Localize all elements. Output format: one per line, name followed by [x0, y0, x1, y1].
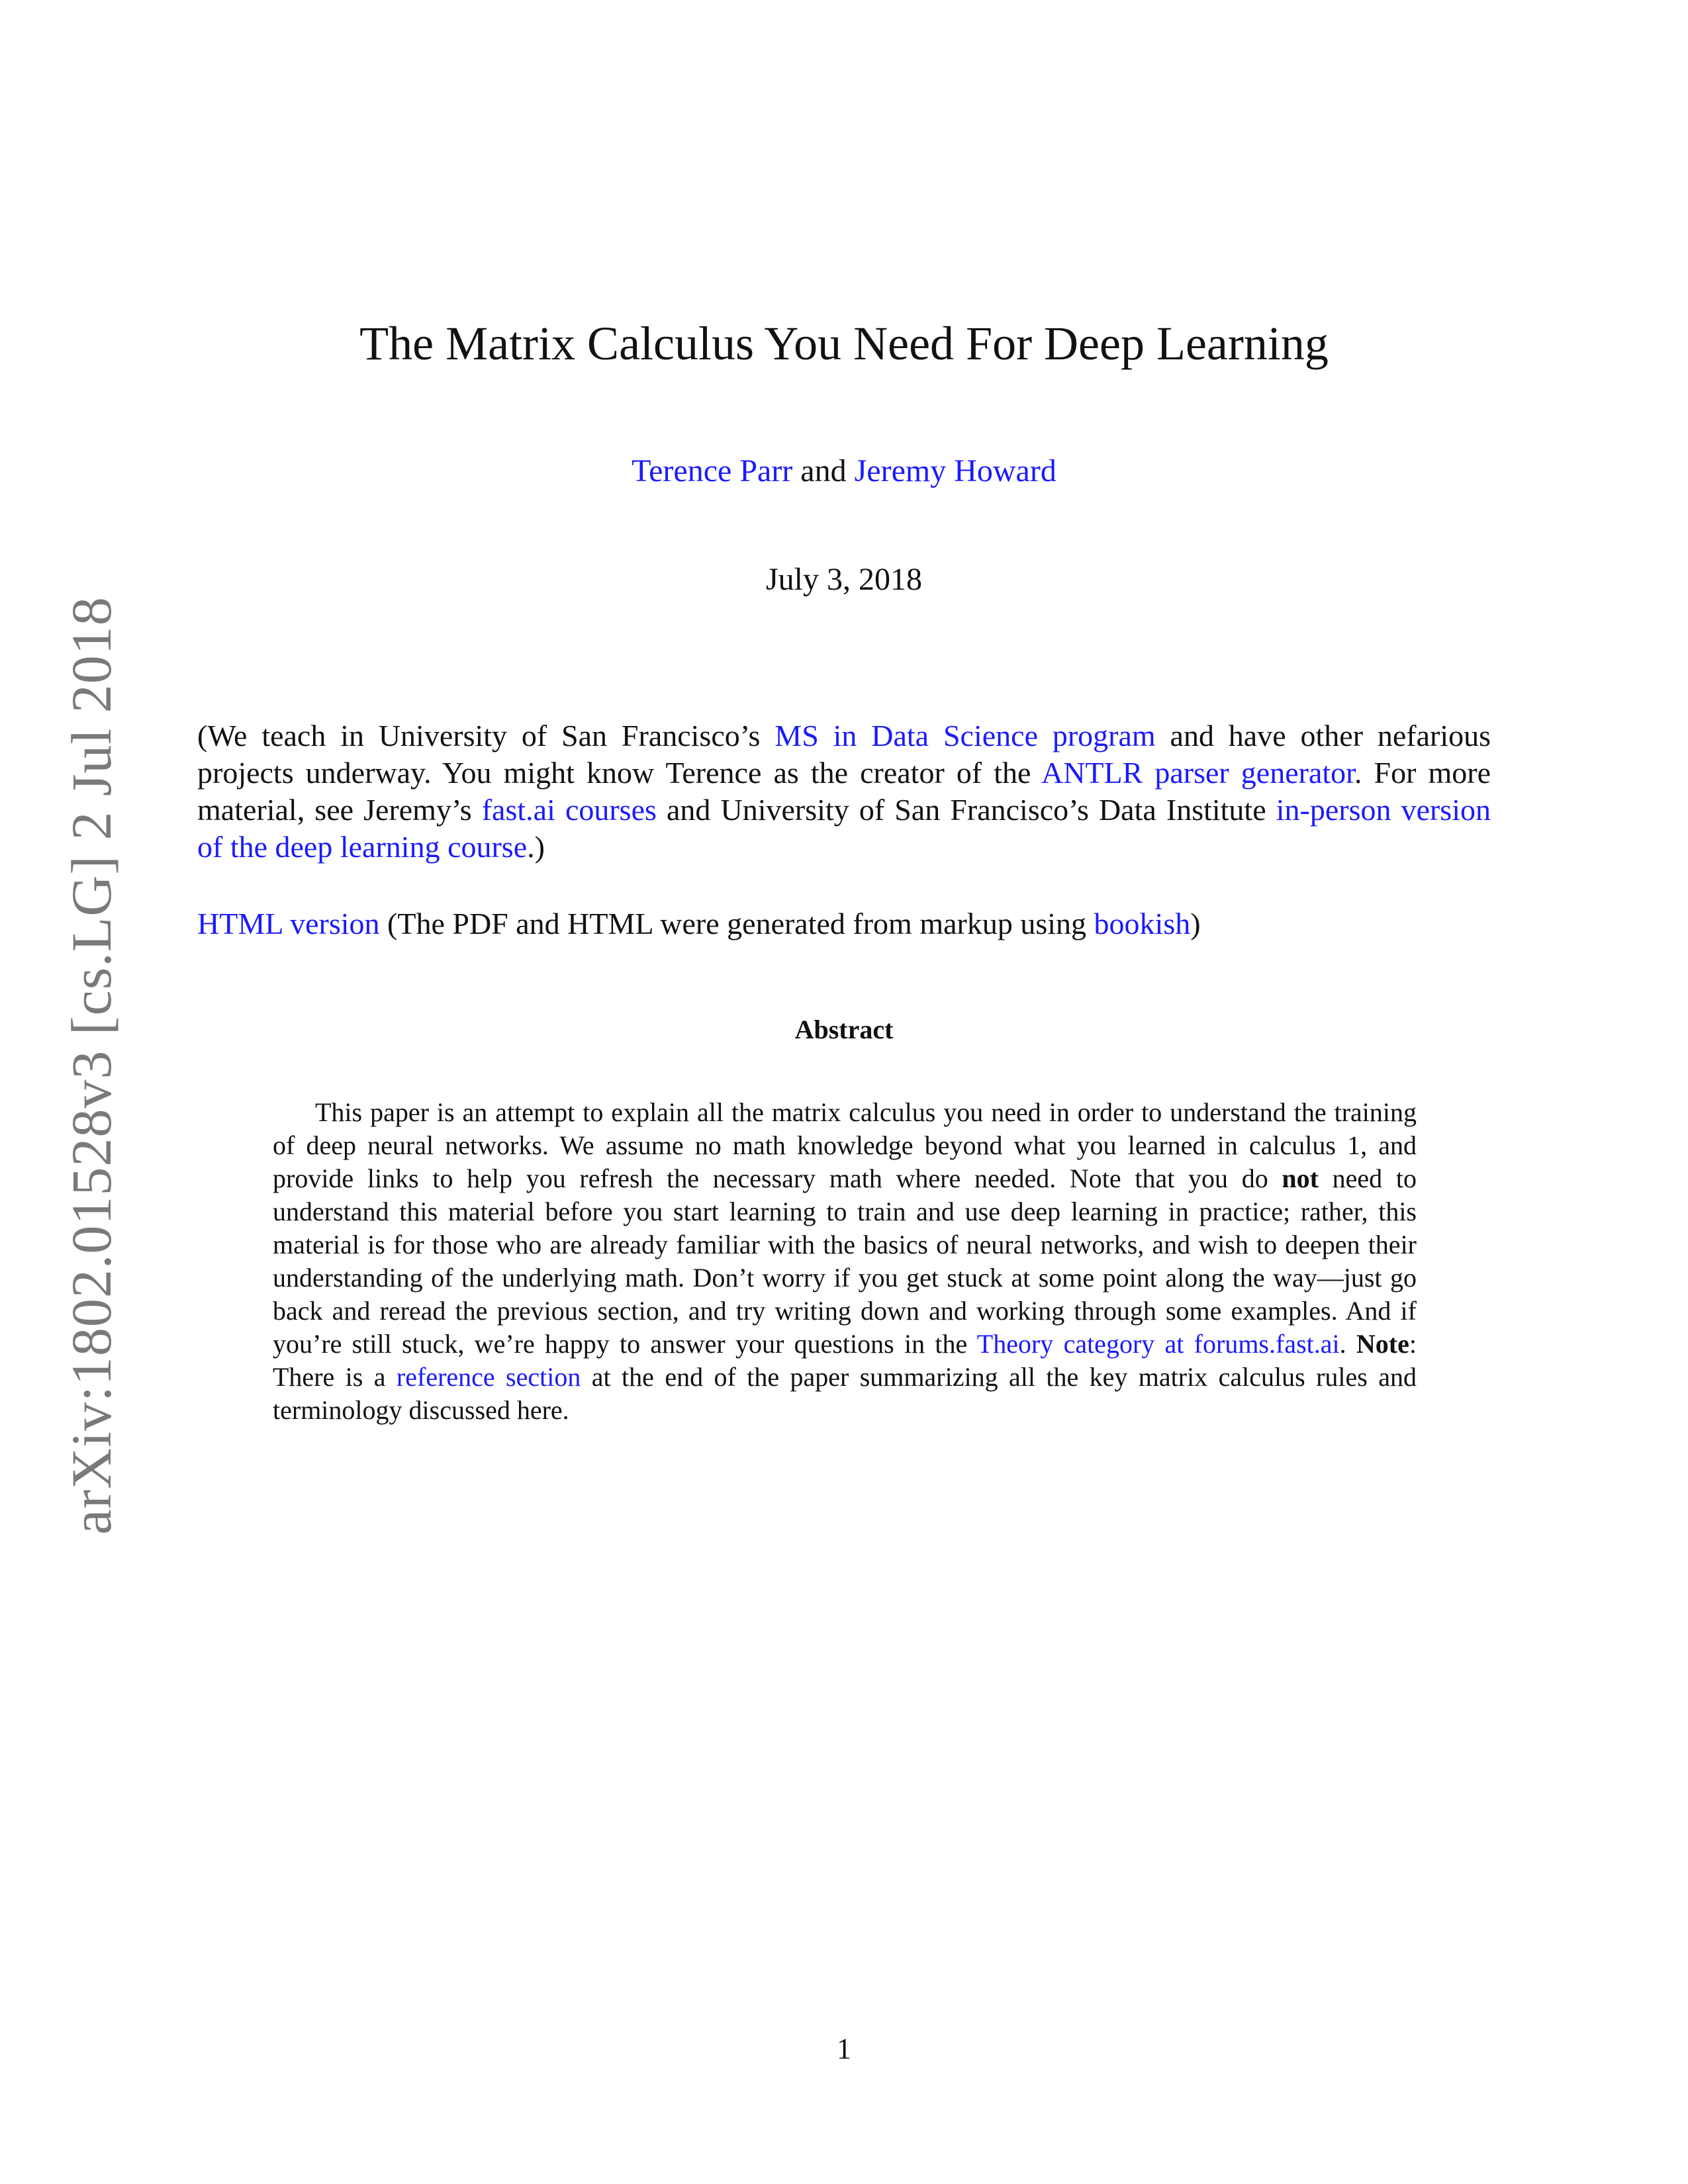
abstract-heading: Abstract [794, 1015, 894, 1044]
paper-date: July 3, 2018 [765, 562, 922, 597]
author-link-jeremy-howard[interactable]: Jeremy Howard [854, 453, 1056, 488]
abstract-text-4: : There is a [273, 1329, 1417, 1392]
antlr-link[interactable]: ANTLR parser generator [1041, 756, 1354, 790]
abstract-body [273, 1096, 1417, 1427]
author-link-terence-parr[interactable]: Terence Parr [632, 453, 793, 488]
intro-text-1: (We teach in University of San Francisco’s [197, 719, 775, 752]
abstract-bold-not: not [1282, 1163, 1319, 1193]
abstract-text-3: . [1339, 1329, 1356, 1359]
arxiv-identifier-stamp: arXiv:1802.01528v3 [cs.LG] 2 Jul 2018 [60, 596, 123, 1535]
html-version-line [197, 905, 1491, 942]
intro-paragraph [197, 717, 1491, 866]
html-line-text-1: (The PDF and HTML were generated from markup using [379, 907, 1094, 940]
abstract-text-1: This paper is an attempt to explain all the matrix calculus you need in order to understand the training of deep neural networks. We assume no math knowledge beyond what you learned in calculus 1, and provide links to help you refresh the necessary math where needed. Note that you do [273, 1097, 1417, 1193]
intro-text-3: . For more material, see Jeremy’s [197, 756, 1491, 827]
html-line-text-2: ) [1190, 907, 1201, 940]
page-number: 1 [837, 2032, 851, 2065]
intro-text-4: and University of San Francisco’s Data Institute [656, 793, 1276, 827]
paper-title: The Matrix Calculus You Need For Deep Learning [359, 317, 1329, 370]
intro-text-5: .) [527, 830, 545, 864]
theory-forum-link[interactable]: Theory category at forums.fast.ai [976, 1329, 1340, 1359]
reference-section-link[interactable]: reference section [396, 1362, 581, 1392]
abstract-text-5: at the end of the paper summarizing all the key matrix calculus rules and terminology discussed here. [273, 1362, 1417, 1425]
abstract-text-2: need to understand this material before you start learning to train and use deep learning in practice; rather, this material is for those who are already familiar with the basics of neural networks, and wish to deepen their understanding of the underlying math. Don’t worry if you get stuck at some point along the way—just go back and reread the previous section, and try writing down and working through some examples. And if you’re still stuck, we’re happy to answer your questions in the [273, 1163, 1417, 1359]
ms-data-science-link[interactable]: MS in Data Science program [774, 719, 1156, 752]
in-person-course-link[interactable]: in-person version of the deep learning course [197, 793, 1491, 864]
author-line [0, 453, 1688, 489]
bookish-link[interactable]: bookish [1094, 907, 1191, 940]
intro-text-2: and have other nefarious projects underway. You might know Terence as the creator of the [197, 719, 1491, 790]
abstract-bold-note: Note [1356, 1329, 1409, 1359]
html-version-link[interactable]: HTML version [197, 907, 380, 940]
author-conjunction: and [792, 453, 855, 488]
fastai-courses-link[interactable]: fast.ai courses [481, 793, 657, 827]
